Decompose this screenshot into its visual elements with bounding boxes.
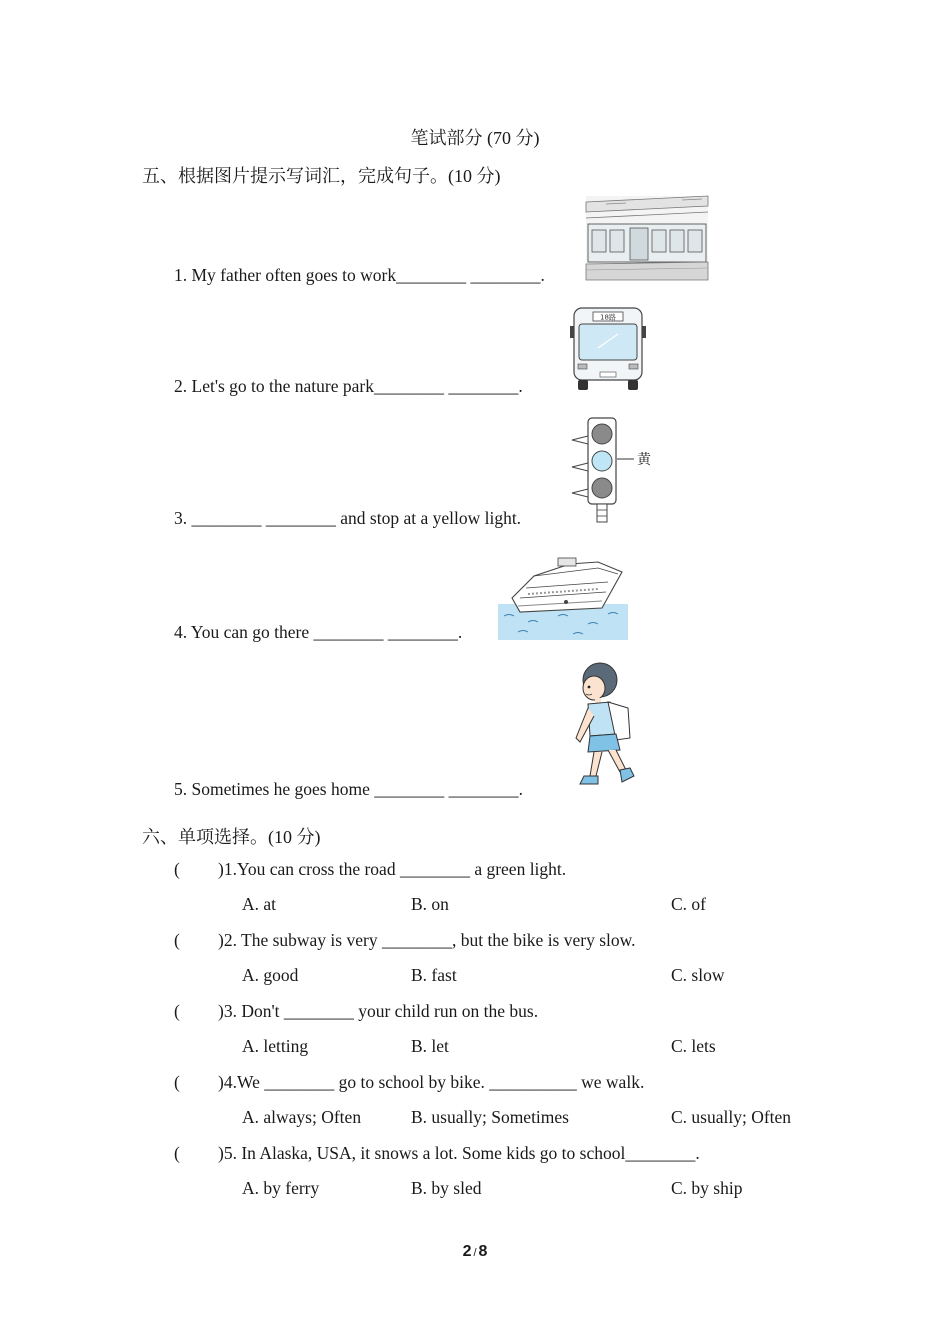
answer-blank-open-paren: ( — [174, 1143, 180, 1163]
page-number — [0, 1243, 950, 1261]
fill-question-3: 3. ________ ________ and stop at a yellow light. — [174, 508, 522, 528]
q2-option-b: B. fast — [411, 965, 457, 985]
choice-question-4: )4.We ________ go to school by bike. __________ we walk. — [218, 1072, 645, 1092]
page-total: 8 — [478, 1243, 488, 1260]
fill-question-4: 4. You can go there ________ ________. — [174, 622, 463, 642]
bus-picture — [568, 304, 648, 392]
answer-blank-open-paren: ( — [174, 930, 180, 950]
q5-option-b: B. by sled — [411, 1178, 482, 1198]
q3-option-a: A. letting — [242, 1036, 309, 1056]
answer-blank-open-paren: ( — [174, 859, 180, 879]
q1-option-a: A. at — [242, 894, 277, 914]
page-current: 2 — [462, 1243, 472, 1260]
page-separator: / — [473, 1247, 477, 1259]
q5-option-c: C. by ship — [671, 1178, 743, 1198]
section-title: 笔试部分 (70 分) — [410, 128, 540, 148]
choice-question-1: )1.You can cross the road ________ a green light. — [218, 859, 567, 879]
q3-option-b: B. let — [411, 1036, 449, 1056]
q3-option-c: C. lets — [671, 1036, 716, 1056]
fill-question-5: 5. Sometimes he goes home ________ ________. — [174, 779, 524, 799]
subway-train-picture — [586, 196, 708, 280]
traffic-light-picture — [570, 416, 656, 524]
section6-heading: 六、单项选择。(10 分) — [142, 827, 321, 847]
q1-option-b: B. on — [411, 894, 449, 914]
q1-option-c: C. of — [671, 894, 706, 914]
yellow-light-label: 黄 — [637, 452, 651, 468]
q2-option-a: A. good — [242, 965, 299, 985]
bus-sign-text: 18路 — [600, 313, 616, 322]
section5-heading: 五、根据图片提示写词汇，完成句子。(10 分) — [142, 166, 501, 186]
choice-question-2: )2. The subway is very ________, but the bike is very slow. — [218, 930, 636, 950]
answer-blank-open-paren: ( — [174, 1072, 180, 1092]
answer-blank-open-paren: ( — [174, 1001, 180, 1021]
q5-option-a: A. by ferry — [242, 1178, 320, 1198]
fill-question-1: 1. My father often goes to work________ ________. — [174, 265, 545, 285]
fill-question-2: 2. Let's go to the nature park________ ________. — [174, 376, 523, 396]
choice-question-3: )3. Don't ________ your child run on the bus. — [218, 1001, 539, 1021]
q2-option-c: C. slow — [671, 965, 725, 985]
choice-question-5: )5. In Alaska, USA, it snows a lot. Some kids go to school________. — [218, 1143, 700, 1163]
ship-picture — [498, 558, 628, 640]
q4-option-a: A. always; Often — [242, 1107, 362, 1127]
q4-option-b: B. usually; Sometimes — [411, 1107, 569, 1127]
walking-boy-picture — [570, 658, 638, 794]
q4-option-c: C. usually; Often — [671, 1107, 792, 1127]
